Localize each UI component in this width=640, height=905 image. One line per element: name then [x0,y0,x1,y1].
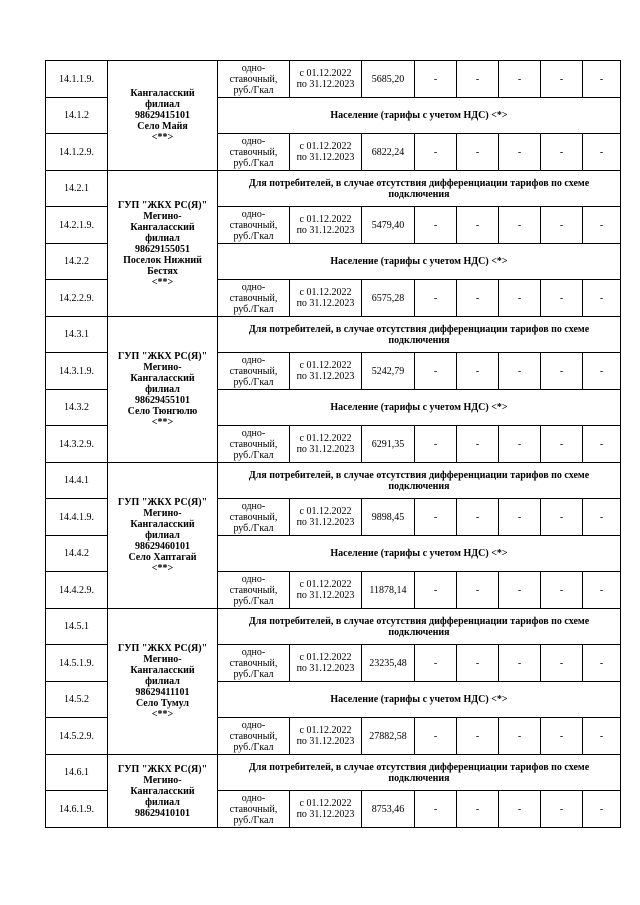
empty-value-dash: - [499,134,541,171]
tariff-kind [218,353,290,390]
tariff-period-line: по 31.12.2023 [296,444,355,455]
empty-value-dash: - [499,353,541,390]
empty-value-dash: - [541,207,583,244]
tariff-value: 5685,20 [362,61,415,98]
tariff-period-line: с 01.12.2022 [299,360,352,371]
organization-cell-line: Мегино- [143,210,182,222]
tariff-value: 6822,24 [362,134,415,171]
organization-cell-line: филиал [145,99,180,110]
empty-value-dash: - [457,353,499,390]
organization-cell-line: Кангаласский [130,221,195,233]
section-consumers: Для потребителей, в случае отсутствия дифференциации тарифов по схеме подключения [218,171,621,207]
empty-value-dash: - [415,572,457,609]
tariff-period [290,207,362,244]
organization-cell-line: ГУП "ЖКХ РС(Я)" [117,199,208,211]
row-code: 14.4.2 [46,536,108,572]
empty-value-dash: - [499,207,541,244]
row-code: 14.1.2.9. [46,134,108,171]
tariff-period-line: с 01.12.2022 [299,652,352,663]
tariff-kind-line: ставочный, [229,730,278,742]
organization-cell-line: <**> [151,276,174,288]
empty-value-dash: - [415,718,457,755]
organization-cell-line: 98629460101 [135,541,190,552]
tariff-kind-line: руб./Гкал [233,595,274,607]
table-row [46,317,621,353]
empty-value-dash: - [583,353,621,390]
empty-value-dash: - [499,61,541,98]
empty-value-dash: - [499,645,541,682]
empty-value-dash: - [415,499,457,536]
organization-cell-line: Кангаласский [130,373,195,384]
empty-value-dash: - [415,61,457,98]
tariff-table-body [46,61,621,828]
tariff-kind-line: одно- [241,792,266,804]
tariff-period-line: с 01.12.2022 [299,68,352,79]
row-code: 14.5.1 [46,609,108,645]
tariff-kind-line: руб./Гкал [233,230,274,242]
organization-cell-line: ГУП "ЖКХ РС(Я)" [117,497,208,508]
organization-cell-line: <**> [151,563,174,574]
tariff-table [45,60,621,828]
organization-cell-line: Кангаласский [130,785,195,797]
table-row [46,171,621,207]
row-code: 14.2.2.9. [46,280,108,317]
tariff-period-line: по 31.12.2023 [296,371,355,382]
organization-cell-line: филиал [145,530,180,541]
tariff-period-line: с 01.12.2022 [299,141,352,152]
tariff-kind-line: ставочный, [229,584,278,596]
row-code: 14.5.2.9. [46,718,108,755]
tariff-value: 6575,28 [362,280,415,317]
tariff-kind-line: одно- [241,135,266,147]
tariff-kind-line: одно- [241,62,266,74]
tariff-kind-line: одно- [241,427,266,439]
row-code: 14.6.1 [46,755,108,791]
organization-cell-line: ГУП "ЖКХ РС(Я)" [117,643,208,654]
empty-value-dash: - [457,426,499,463]
tariff-kind-line: одно- [241,208,266,220]
row-code: 14.1.1.9. [46,61,108,98]
tariff-period-line: по 31.12.2023 [296,736,355,747]
section-consumers: Для потребителей, в случае отсутствия дифференциации тарифов по схеме подключения [218,463,621,499]
tariff-kind-line: руб./Гкал [233,522,274,534]
empty-value-dash: - [583,134,621,171]
empty-value-dash: - [415,353,457,390]
organization-cell-line: 98629415101 [135,110,190,121]
empty-value-dash: - [583,61,621,98]
section-consumers: Для потребителей, в случае отсутствия дифференциации тарифов по схеме подключения [218,317,621,353]
tariff-value: 8753,46 [362,791,415,828]
organization-cell-line: Мегино- [143,362,182,373]
tariff-kind [218,718,290,755]
tariff-kind-line: руб./Гкал [233,84,274,96]
empty-value-dash: - [583,572,621,609]
table-row [46,463,621,499]
empty-value-dash: - [583,207,621,244]
tariff-kind-line: ставочный, [229,438,278,450]
row-code: 14.2.1.9. [46,207,108,244]
row-code: 14.3.1 [46,317,108,353]
tariff-period [290,499,362,536]
empty-value-dash: - [499,718,541,755]
tariff-value: 11878,14 [362,572,415,609]
organization-cell-line: 98629155051 [135,243,190,255]
empty-value-dash: - [541,645,583,682]
organization-cell-line: Село Майя [137,121,188,132]
empty-value-dash: - [415,280,457,317]
tariff-period-line: по 31.12.2023 [296,225,355,236]
empty-value-dash: - [457,791,499,828]
row-code: 14.5.1.9. [46,645,108,682]
organization-cell-line: Мегино- [143,654,182,665]
tariff-period-line: по 31.12.2023 [296,298,355,309]
tariff-kind-line: одно- [241,573,266,585]
tariff-period [290,718,362,755]
tariff-value: 9898,45 [362,499,415,536]
empty-value-dash: - [457,572,499,609]
organization-cell [108,609,218,755]
empty-value-dash: - [415,134,457,171]
organization-cell-line: <**> [151,709,174,720]
tariff-kind-line: ставочный, [229,219,278,231]
tariff-kind [218,134,290,171]
tariff-period [290,61,362,98]
empty-value-dash: - [457,499,499,536]
tariff-period-line: с 01.12.2022 [299,287,352,298]
organization-cell-line: филиал [145,676,180,687]
tariff-period [290,791,362,828]
tariff-kind [218,572,290,609]
empty-value-dash: - [415,791,457,828]
organization-cell-line: Бестях [147,265,178,277]
tariff-period [290,645,362,682]
tariff-value: 5242,79 [362,353,415,390]
empty-value-dash: - [457,61,499,98]
tariff-period [290,353,362,390]
row-code: 14.4.1 [46,463,108,499]
organization-cell-line: Мегино- [143,508,182,519]
empty-value-dash: - [457,207,499,244]
organization-cell-line: Село Тумул [135,698,190,709]
tariff-period-line: по 31.12.2023 [296,809,355,820]
row-code: 14.4.1.9. [46,499,108,536]
tariff-kind-line: ставочный, [229,146,278,158]
row-code: 14.2.2 [46,244,108,280]
tariff-period [290,426,362,463]
tariff-period [290,280,362,317]
tariff-kind-line: руб./Гкал [233,449,274,461]
tariff-kind-line: одно- [241,281,266,293]
row-code: 14.3.2 [46,390,108,426]
tariff-period [290,134,362,171]
tariff-kind-line: руб./Гкал [233,303,274,315]
tariff-kind-line: ставочный, [229,657,278,669]
tariff-kind-line: руб./Гкал [233,741,274,753]
organization-cell-line: <**> [151,132,174,143]
tariff-kind-line: руб./Гкал [233,376,274,388]
organization-cell-line: Кангаласский [130,88,195,99]
tariff-kind-line: ставочный, [229,73,278,85]
empty-value-dash: - [583,280,621,317]
tariff-kind-line: руб./Гкал [233,814,274,826]
empty-value-dash: - [583,718,621,755]
tariff-period-line: по 31.12.2023 [296,79,355,90]
empty-value-dash: - [541,718,583,755]
empty-value-dash: - [499,280,541,317]
section-consumers: Для потребителей, в случае отсутствия дифференциации тарифов по схеме подключения [218,609,621,645]
row-code: 14.3.2.9. [46,426,108,463]
empty-value-dash: - [415,426,457,463]
tariff-kind [218,61,290,98]
tariff-kind-line: ставочный, [229,803,278,815]
organization-cell-line: Кангаласский [130,665,195,676]
tariff-kind-line: ставочный, [229,292,278,304]
row-code: 14.3.1.9. [46,353,108,390]
organization-cell [108,317,218,463]
section-population: Население (тарифы с учетом НДС) <*> [218,536,621,572]
empty-value-dash: - [499,572,541,609]
organization-cell-line: Поселок Нижний [123,254,202,266]
tariff-kind [218,645,290,682]
empty-value-dash: - [499,426,541,463]
tariff-period [290,572,362,609]
tariff-kind [218,499,290,536]
tariff-period-line: с 01.12.2022 [299,725,352,736]
empty-value-dash: - [541,499,583,536]
tariff-kind-line: одно- [241,646,266,658]
section-population: Население (тарифы с учетом НДС) <*> [218,244,621,280]
tariff-period-line: по 31.12.2023 [296,590,355,601]
empty-value-dash: - [541,134,583,171]
section-consumers: Для потребителей, в случае отсутствия дифференциации тарифов по схеме подключения [218,755,621,791]
tariff-kind-line: одно- [241,500,266,512]
organization-cell [108,463,218,609]
empty-value-dash: - [583,645,621,682]
organization-cell [108,171,218,317]
table-row [46,609,621,645]
organization-cell-line: филиал [145,796,180,808]
organization-cell-line: Мегино- [143,774,182,786]
section-population: Население (тарифы с учетом НДС) <*> [218,98,621,134]
organization-cell [108,755,218,828]
section-population: Население (тарифы с учетом НДС) <*> [218,682,621,718]
tariff-period-line: с 01.12.2022 [299,579,352,590]
tariff-kind [218,207,290,244]
tariff-period-line: с 01.12.2022 [299,506,352,517]
empty-value-dash: - [541,572,583,609]
empty-value-dash: - [541,426,583,463]
tariff-kind [218,791,290,828]
empty-value-dash: - [457,645,499,682]
organization-cell-line: Село Хаптагай [128,552,197,563]
tariff-period-line: с 01.12.2022 [299,433,352,444]
section-population: Население (тарифы с учетом НДС) <*> [218,390,621,426]
empty-value-dash: - [583,791,621,828]
organization-cell-line: ГУП "ЖКХ РС(Я)" [117,763,208,775]
empty-value-dash: - [457,718,499,755]
tariff-period-line: по 31.12.2023 [296,663,355,674]
tariff-value: 27882,58 [362,718,415,755]
organization-cell-line: Кангаласский [130,519,195,530]
tariff-value: 6291,35 [362,426,415,463]
tariff-period-line: с 01.12.2022 [299,798,352,809]
tariff-kind [218,280,290,317]
tariff-period-line: по 31.12.2023 [296,152,355,163]
empty-value-dash: - [457,280,499,317]
empty-value-dash: - [457,134,499,171]
row-code: 14.4.2.9. [46,572,108,609]
tariff-kind [218,426,290,463]
organization-cell-line: <**> [151,417,174,428]
row-code: 14.1.2 [46,98,108,134]
organization-cell-line: филиал [145,232,180,244]
tariff-kind-line: ставочный, [229,365,278,377]
table-row [46,755,621,791]
tariff-kind-line: ставочный, [229,511,278,523]
tariff-period-line: по 31.12.2023 [296,517,355,528]
empty-value-dash: - [415,645,457,682]
tariff-value: 23235,48 [362,645,415,682]
organization-cell-line: Село Тюнгюлю [127,406,198,417]
tariff-value: 5479,40 [362,207,415,244]
row-code: 14.2.1 [46,171,108,207]
tariff-kind-line: руб./Гкал [233,157,274,169]
row-code: 14.5.2 [46,682,108,718]
tariff-kind-line: одно- [241,354,266,366]
table-row [46,61,621,98]
organization-cell-line: 98629455101 [135,395,190,406]
row-code: 14.6.1.9. [46,791,108,828]
organization-cell [108,61,218,171]
organization-cell-line: филиал [145,384,180,395]
empty-value-dash: - [541,61,583,98]
empty-value-dash: - [499,791,541,828]
empty-value-dash: - [499,499,541,536]
tariff-period-line: с 01.12.2022 [299,214,352,225]
empty-value-dash: - [541,791,583,828]
organization-cell-line: 98629410101 [135,807,190,819]
empty-value-dash: - [583,499,621,536]
tariff-kind-line: руб./Гкал [233,668,274,680]
empty-value-dash: - [583,426,621,463]
empty-value-dash: - [415,207,457,244]
tariff-kind-line: одно- [241,719,266,731]
empty-value-dash: - [541,353,583,390]
empty-value-dash: - [541,280,583,317]
organization-cell-line: 98629411101 [135,687,190,698]
organization-cell-line: ГУП "ЖКХ РС(Я)" [117,351,208,362]
